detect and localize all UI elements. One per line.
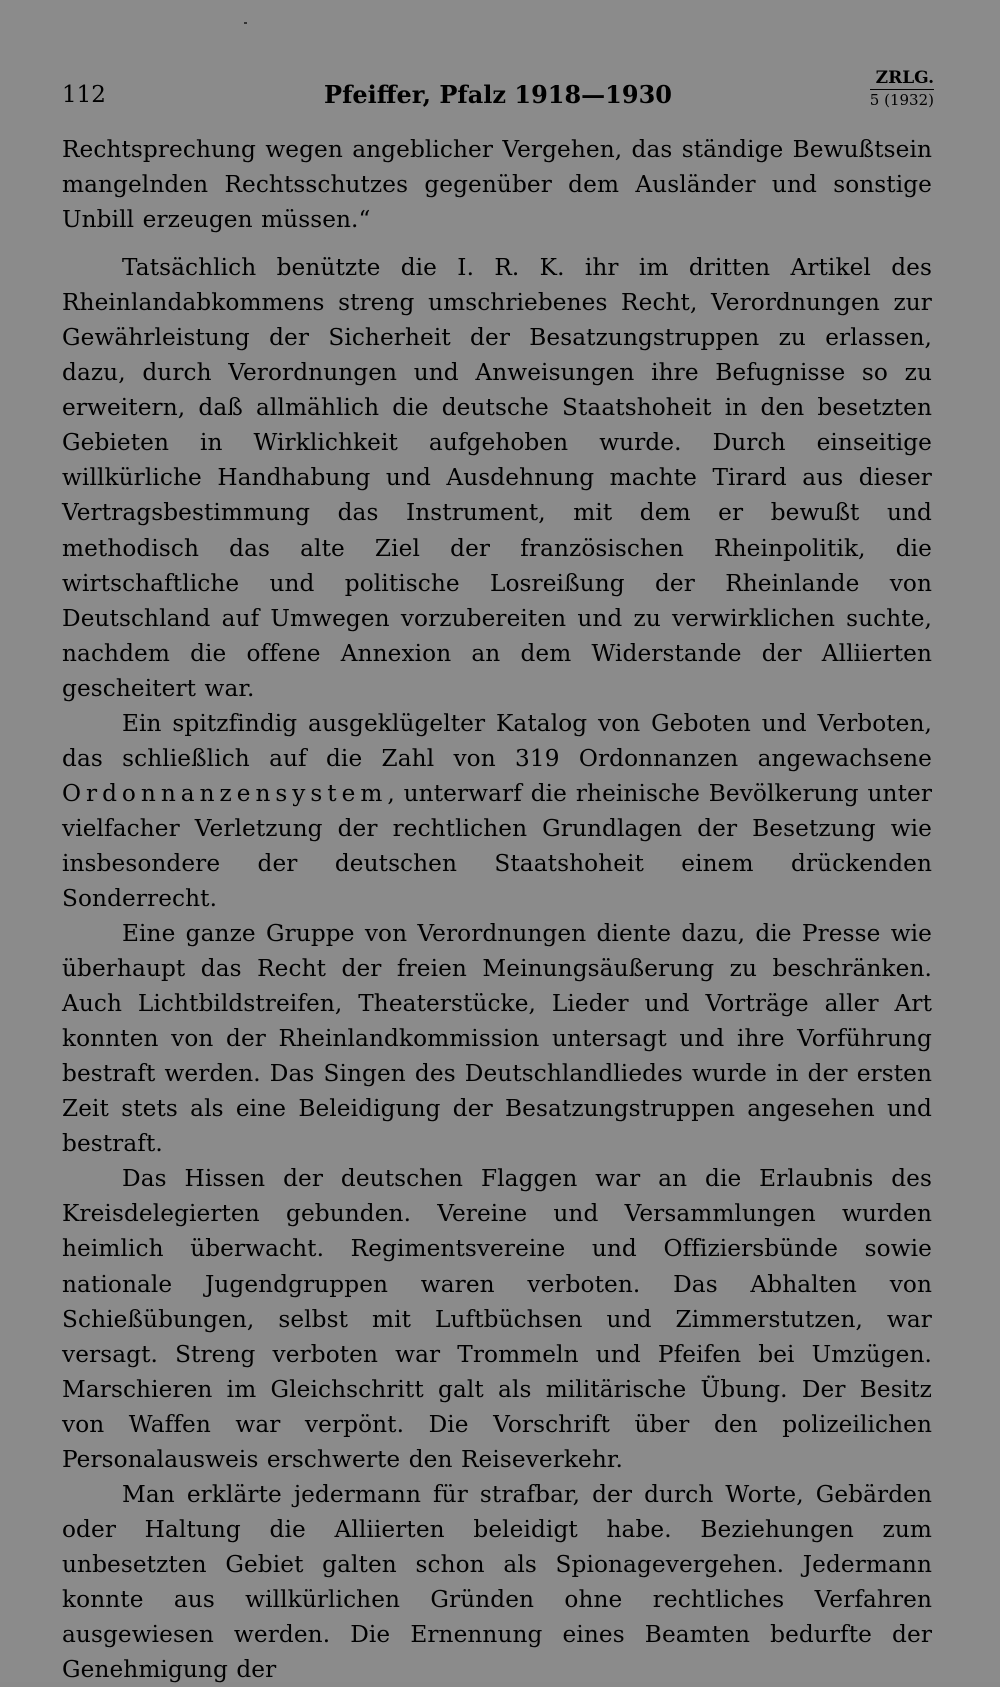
paragraph-6: Man erklärte jedermann für strafbar, der durch Worte, Gebärden oder Haltung die Alliierten beleidigt habe. Beziehungen zum unbesetzten Gebiet galten schon als Spionagevergehen. Jedermann konnte aus willkürlichen Gründen ohne rechtliches Verfahren ausgewiesen werden. Die Ernennung eines Beamten bedurfte der Genehmigung der [62,1480,932,1684]
journal-reference [870,68,934,110]
running-title: Pfeiffer, Pfalz 1918—1930 [324,80,672,109]
paragraph-2: Tatsächlich benützte die I. R. K. ihr im dritten Artikel des Rheinlandabkommens streng umschriebenes Recht, Verordnungen zur Gewährleistung der Sicherheit der Besatzungstruppen zu erlassen, dazu, durch Verordnungen und Anweisungen ihre Befugnisse so zu erweitern, daß allmählich die deutsche Staatshoheit in den besetzten Gebieten in Wirklichkeit aufgehoben wurde. Durch einseitige willkürliche Handhabung und Ausdehnung machte Tirard aus dieser Vertragsbestimmung das Instrument, mit dem er bewußt und methodisch das alte Ziel der französischen Rheinpolitik, die wirtschaftliche und politische Losreißung der Rheinlande von Deutschland auf Umwegen vorzubereiten und zu verwirklichen suchte, nachdem die offene Annexion an dem Widerstande der Alliierten gescheitert war. [62,254,932,702]
paragraph-4: Eine ganze Gruppe von Verordnungen diente dazu, die Presse wie überhaupt das Recht der freien Meinungsäußerung zu beschränken. Auch Lichtbildstreifen, Theaterstücke, Lieder und Vorträge aller Art konnten von der Rheinlandkommission untersagt und ihre Vorführung bestraft werden. Das Singen des Deutschlandliedes wurde in der ersten Zeit stets als eine Beleidigung der Besatzungstruppen angesehen und bestraft. [62,920,932,1158]
page-header [62,68,934,118]
journal-abbreviation: ZRLG. [870,68,934,90]
paragraph-1: Rechtsprechung wegen angeblicher Vergehen, das ständige Bewußtsein mangelnden Rechtsschutzes gegenüber dem Ausländer und sonstige Unbill erzeugen müssen.“ [62,136,932,234]
paragraph-5: Das Hissen der deutschen Flaggen war an die Erlaubnis des Kreisdelegierten gebunden. Vereine und Versammlungen wurden heimlich überwacht. Regimentsvereine und Offiziersbünde sowie nationale Jugendgruppen waren verboten. Das Abhalten von Schießübungen, selbst mit Luftbüchsen und Zimmerstutzen, war versagt. Streng verboten war Trommeln und Pfeifen bei Umzügen. Marschieren im Gleichschritt galt als militärische Übung. Der Besitz von Waffen war verpönt. Die Vorschrift über den polizeilichen Personalausweis erschwerte den Reiseverkehr. [62,1165,932,1473]
journal-volume: 5 (1932) [869,91,934,109]
paragraph-3-end: , unterwarf die rheinische Bevölkerung unter vielfacher Verletzung der rechtlichen Grundlagen der Besetzung wie insbesondere der deutschen Staatshoheit einem drückenden Sonderrecht. [62,779,932,912]
body-text [62,132,932,1687]
print-speck [244,22,247,24]
emphasized-term: Ordonnanzensystem [62,779,388,807]
page-number: 112 [62,82,106,108]
paragraph-3 [62,706,932,916]
paragraph-3-start: Ein spitzfindig ausgeklügelter Katalog von Geboten und Verboten, das schließlich auf die Zahl von 319 Ordonnanzen angewachsene [62,709,932,772]
